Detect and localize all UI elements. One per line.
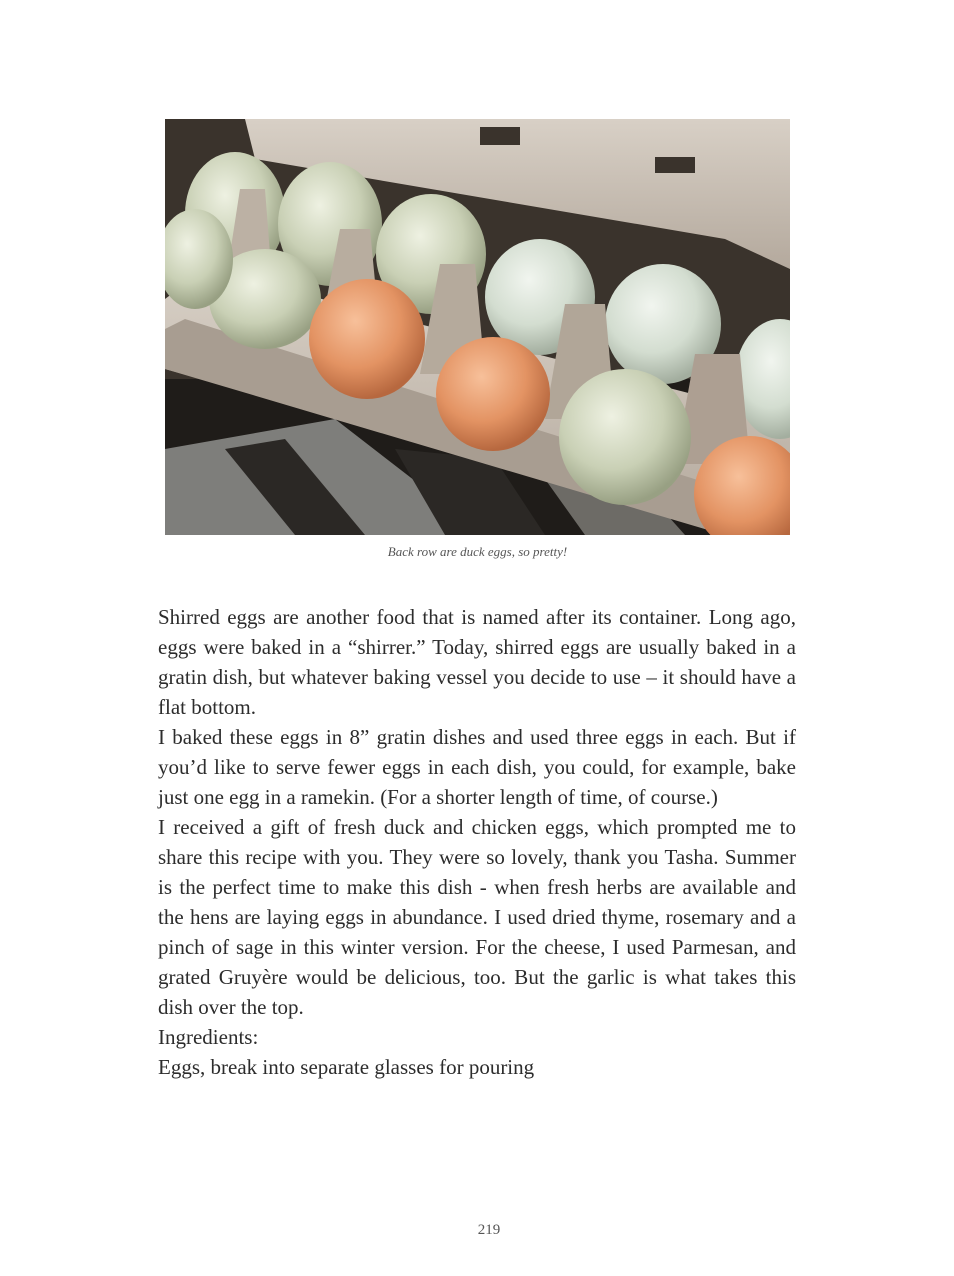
ingredients-heading: Ingredients: xyxy=(158,1025,259,1049)
body-text xyxy=(158,602,796,1082)
ingredient-item: Eggs, break into separate glasses for pouring xyxy=(158,1055,535,1079)
page-number: 219 xyxy=(477,1222,501,1238)
egg-carton-photo xyxy=(165,119,790,535)
paragraph: Shirred eggs are another food that is named after its container. Long ago, eggs were baked in a “shirrer.” Today, shirred eggs are usually baked in a gratin dish, but whatever baking vessel you decide to use – it should have a flat bottom. xyxy=(158,605,796,719)
paragraph: I baked these eggs in 8” gratin dishes and used three eggs in each. But if you’d like to serve fewer eggs in each dish, you could, for example, bake just one egg in a ramekin. (For a shorter length of time, of course.) xyxy=(158,725,796,809)
photo-caption: Back row are duck eggs, so pretty! xyxy=(387,544,568,559)
egg-carton-illustration xyxy=(165,119,790,535)
paragraph: I received a gift of fresh duck and chicken eggs, which prompted me to share this recipe with you. They were so lovely, thank you Tasha. Summer is the perfect time to make this dish - when fresh herbs are available and the hens are laying eggs in abundance. I used dried thyme, rosemary and a pinch of sage in this winter version. For the cheese, I used Parmesan, and grated Gruyère would be delicious, too. But the garlic is what takes this dish over the top. xyxy=(158,815,796,1019)
